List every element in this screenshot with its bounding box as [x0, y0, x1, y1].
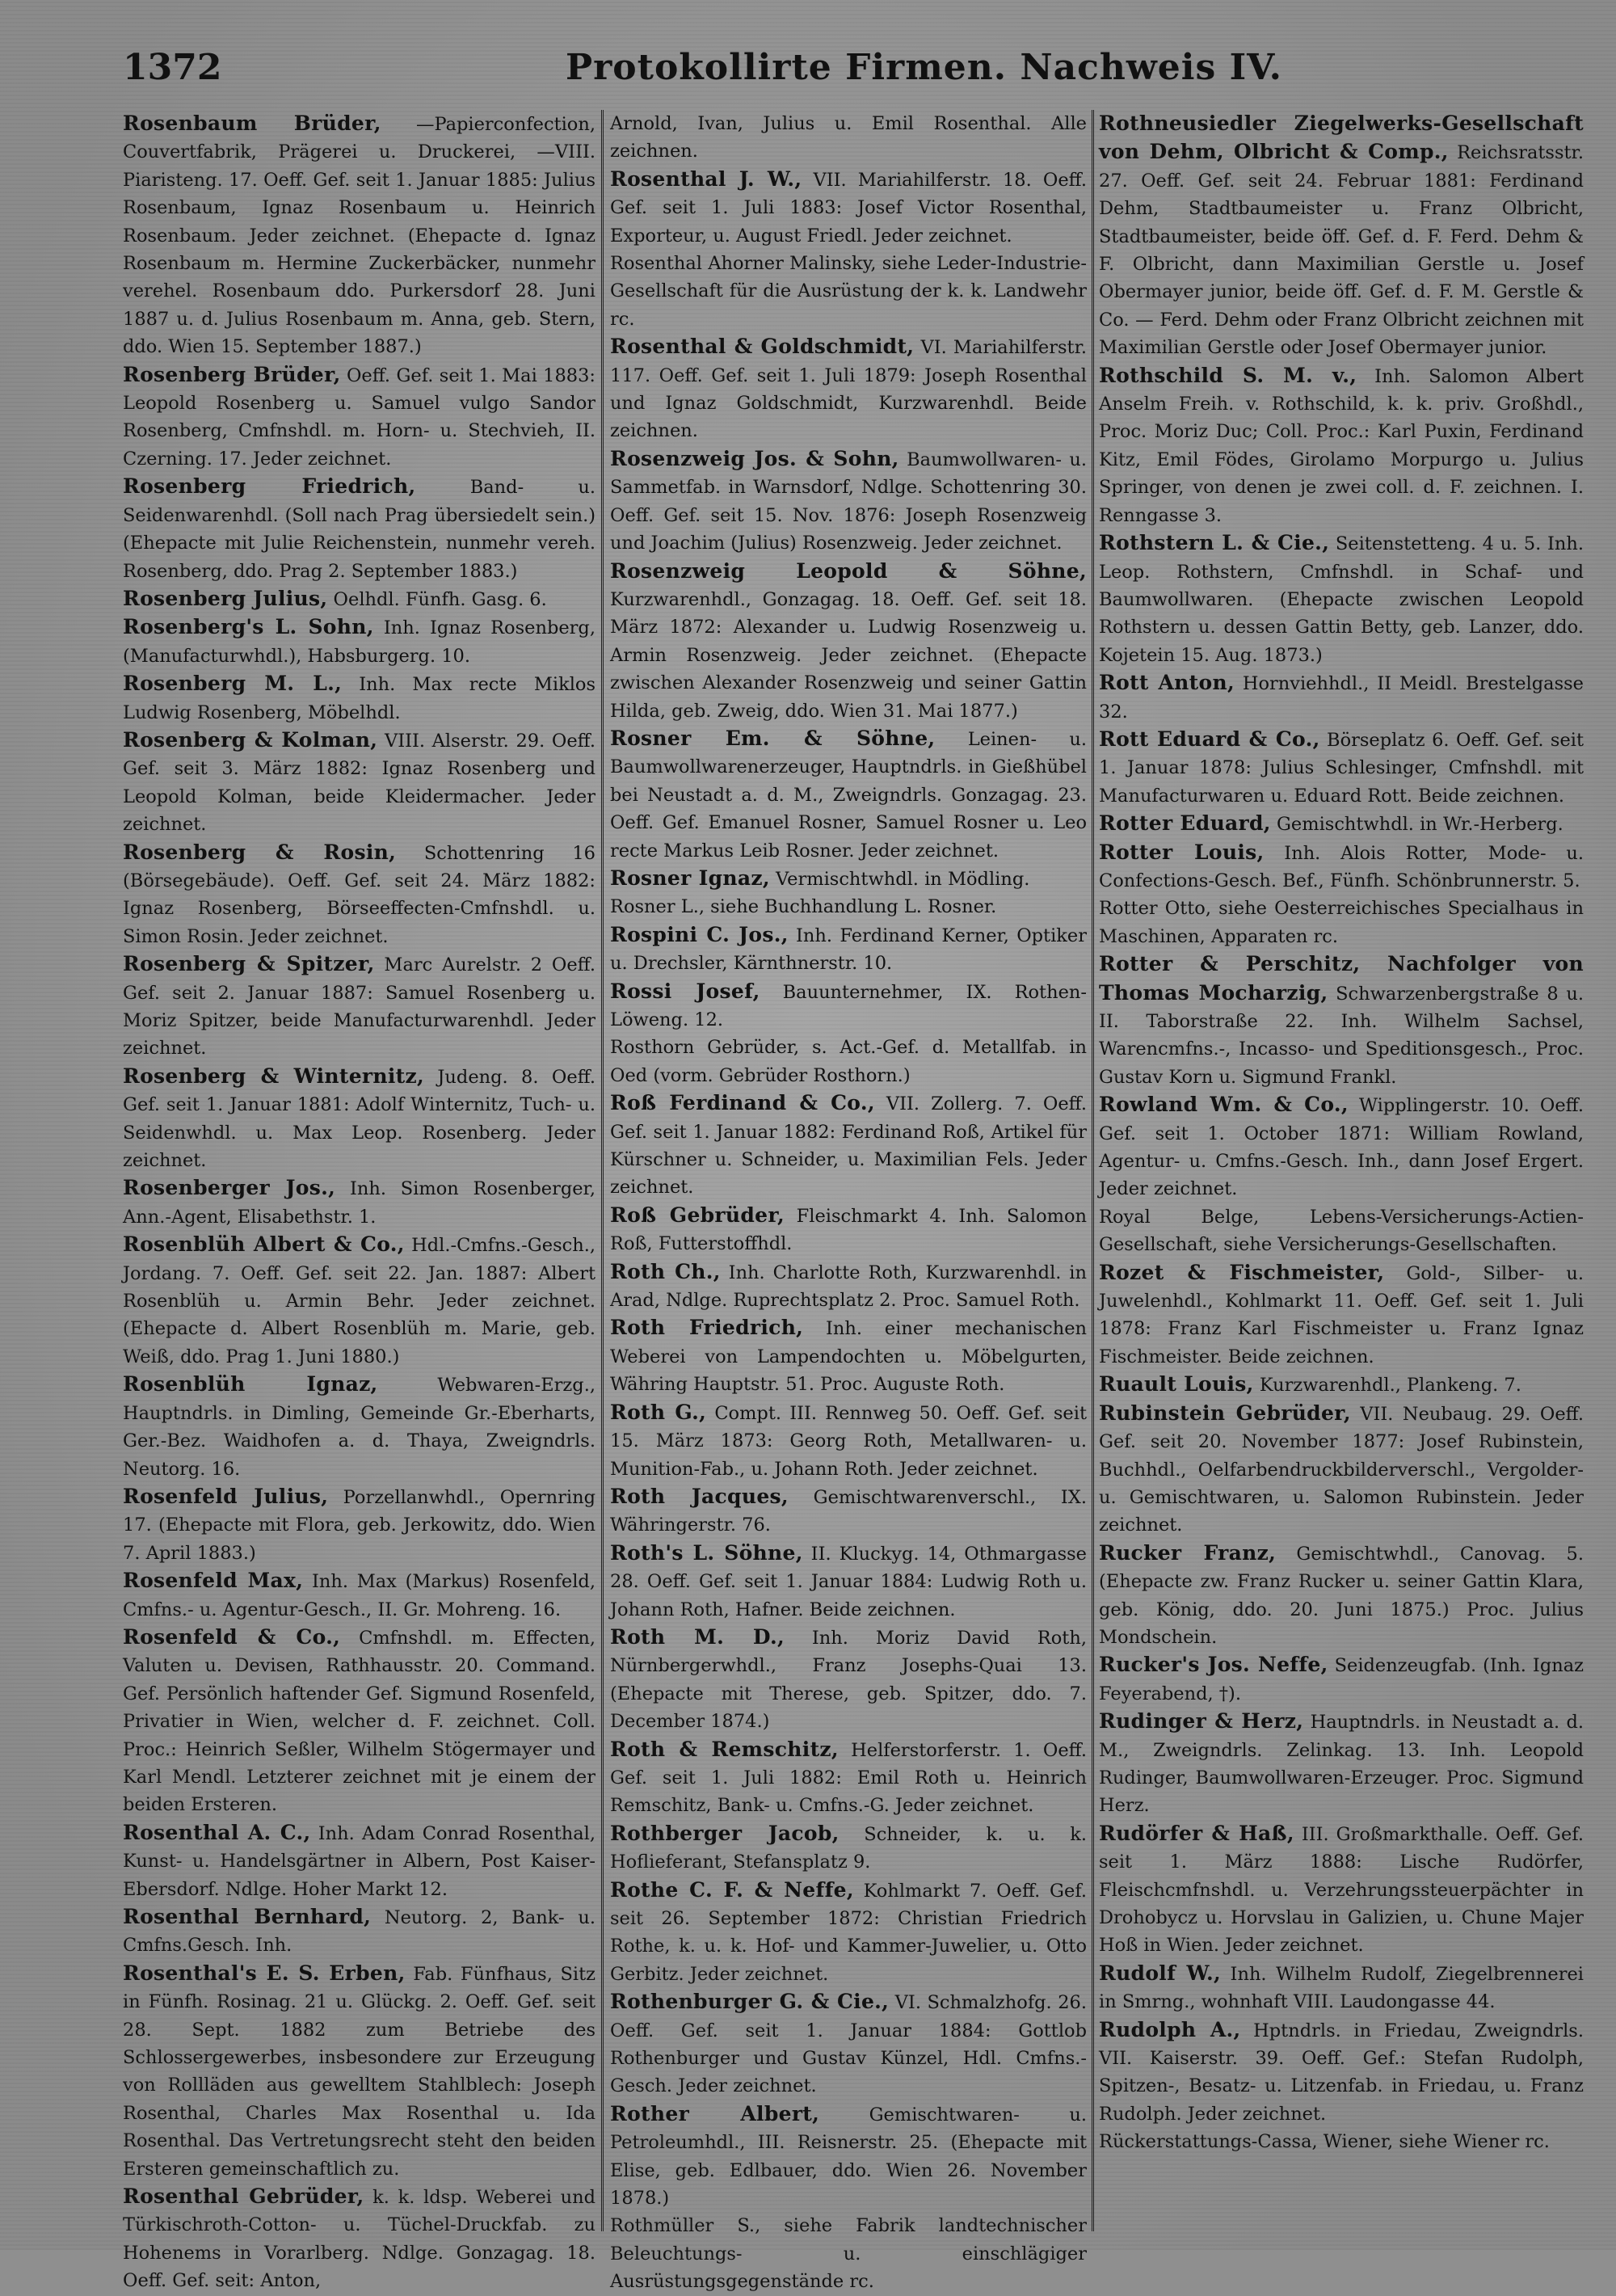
directory-entry — [123, 2183, 595, 2295]
firm-name: Roß Ferdinand & Co., — [610, 1091, 875, 1115]
directory-entry — [610, 1736, 1087, 1820]
directory-entry — [123, 1960, 595, 2183]
firm-name: Rotter Louis, — [1099, 840, 1265, 864]
entry-text: Schwarzenbergstraße 8 u. II. Taborstraße 22. Inh. Wilhelm Sachsel, Warencmfns.-, Incasso- und Speditionsgesch., Proc. Gustav Korn u. Sigmund Frankl. — [1099, 983, 1584, 1088]
entry-text: Gemischtwhdl. in Wr.-Herberg. — [1270, 814, 1563, 836]
firm-name: Roth M. D., — [610, 1624, 785, 1649]
directory-entry — [610, 1624, 1087, 1736]
directory-entry — [1099, 1259, 1584, 1371]
directory-entry — [1099, 1400, 1584, 1540]
page-number: 1372 — [123, 47, 222, 88]
entry-text: Börseplatz 6. Oeff. Gef. seit 1. Januar 1878: Julius Schlesinger, Cmfnshdl. mit Manufacturwaren u. Eduard Rott. Beide zeichnen. — [1099, 729, 1584, 807]
entry-text: Baumwollwaren- u. Sammetfab. in Warnsdorf, Ndlge. Schottenring 30. Oeff. Gef. seit 15. Nov. 1876: Joseph Rosenzweig und Joachim (Julius) Rosenzweig. Jeder zeichnet. — [610, 449, 1087, 554]
directory-entry — [123, 1567, 595, 1624]
directory-entry — [610, 1314, 1087, 1398]
directory-entry — [1099, 529, 1584, 669]
directory-entry — [123, 839, 595, 951]
firm-name: Rosenzweig Jos. & Sohn, — [610, 446, 899, 470]
firm-name: Rott Anton, — [1099, 671, 1235, 695]
entry-text: VI. Mariahilferstr. 117. Oeff. Gef. seit 1. Juli 1879: Joseph Rosenthal und Ignaz Goldschmidt, Kurzwarenhdl. Beide zeichnen. — [610, 337, 1087, 442]
directory-entry — [610, 1089, 1087, 1202]
entry-text: Rosthorn Gebrüder, s. Act.-Gef. d. Metallfab. in Oed (vorm. Gebrüder Rosthorn.) — [610, 1037, 1087, 1086]
entry-text: Porzellanwhdl., Opernring 17. (Ehepacte mit Flora, geb. Jerkowitz, ddo. Wien 7. April 1883.) — [123, 1486, 595, 1564]
running-title: Protokollirte Firmen. Nachweis IV. — [566, 47, 1282, 88]
entry-text: Inh. Salomon Albert Anselm Freih. v. Rothschild, k. k. priv. Großhdl., Proc. Moriz Duc; Coll. Proc.: Karl Puxin, Ferdinand Kitz, Emil Födes, Girolamo Morpurgo u. Julius Springer, von denen je zwei coll. d. F. zeichnen. I. Renngasse 3. — [1099, 365, 1584, 526]
entry-text: Seitenstetteng. 4 u. 5. Inh. Leop. Rothstern, Cmfnshdl. in Schaf- und Baumwollwaren. (Ehepacte zwischen Leopold Rothstern u. dessen Gattin Betty, geb. Lanzer, ddo. Kojetein 15. Aug. 1873.) — [1099, 533, 1584, 666]
directory-entry — [1099, 839, 1584, 895]
directory-entry — [123, 613, 595, 670]
firm-name: Roth Friedrich, — [610, 1316, 804, 1340]
entry-text: III. Großmarkthalle. Oeff. Gef. seit 1. März 1888: Lische Rudörfer, Fleischcmfnshdl. u. Verzehrungssteuerpächter in Drohobycz u. Horvslau in Galizien, u. Chune Majer Hoß in Wien. Jeder zeichnet. — [1099, 1823, 1584, 1957]
entry-text: Gold-, Silber- u. Juwelenhdl., Kohlmarkt 11. Oeff. Gef. seit 1. Juli 1878: Franz Karl Fischmeister u. Franz Ignaz Fischmeister. Beide zeichnen. — [1099, 1262, 1584, 1367]
directory-entry — [123, 361, 595, 474]
entry-text: Cmfnshdl. m. Effecten, Valuten u. Devisen, Rathhausstr. 20. Command. Gef. Persönlich haftender Gef. Sigmund Rosenfeld, Privatier in Wien, welcher d. F. zeichnet. Coll. Proc.: Heinrich Seßler, Wilhelm Stögermayer und Karl Mendl. Letzterer zeichnet mit je einem der beiden Ersteren. — [123, 1627, 595, 1816]
directory-entry — [610, 921, 1087, 978]
firm-name: Rosenberg & Rosin, — [123, 840, 397, 864]
entry-text: II. Kluckyg. 14, Othmargasse 28. Oeff. Gef. seit 1. Januar 1884: Ludwig Roth u. Johann Roth, Hafner. Beide zeichnen. — [610, 1543, 1087, 1620]
directory-entry — [123, 727, 595, 839]
entry-text: Inh. Ferdinand Kerner, Optiker u. Drechsler, Kärnthnerstr. 10. — [610, 925, 1088, 975]
directory-entry — [610, 110, 1087, 166]
directory-entry — [1099, 895, 1584, 950]
directory-entry — [610, 558, 1087, 725]
entry-text: Hdl.-Cmfns.-Gesch., Jordang. 7. Oeff. Gef. seit 22. Jan. 1887: Albert Rosenblüh u. Armin Behr. Jeder zeichnet. (Ehepacte d. Albert Rosenblüh m. Marie, geb. Weiß, ddo. Prag 1. Juni 1880.) — [123, 1235, 596, 1367]
directory-entry — [1099, 1708, 1584, 1820]
directory-entry — [610, 1034, 1087, 1089]
directory-entry — [123, 473, 595, 585]
entry-text: Arnold, Ivan, Julius u. Emil Rosenthal. Alle zeichnen. — [610, 113, 1087, 162]
firm-name: Rosenzweig Leopold & Söhne, — [610, 558, 1087, 583]
column-2 — [610, 110, 1088, 2293]
directory-entry — [610, 725, 1087, 865]
firm-name: Rosenthal's E. S. Erben, — [123, 1961, 406, 1985]
entry-text: Hornviehhdl., II Meidl. Brestelgasse 32. — [1099, 673, 1584, 723]
firm-name: Rothenburger G. & Cie., — [610, 1990, 890, 2014]
firm-name: Rudolph A., — [1099, 2017, 1241, 2041]
firm-name: Rosenberg Julius, — [123, 586, 328, 610]
entry-text: Fleischmarkt 4. Inh. Salomon Roß, Futterstoffhdl. — [610, 1205, 1087, 1255]
directory-entry — [1099, 1091, 1584, 1203]
directory-entry — [610, 893, 1087, 921]
column-3 — [1099, 110, 1584, 2227]
entry-text: VII. Zollerg. 7. Oeff. Gef. seit 1. Januar 1882: Ferdinand Roß, Artikel für Kürschner u. Schneider, u. Maximilian Fels. Jeder zeichnet. — [610, 1093, 1087, 1199]
firm-name: Rosenfeld Julius, — [123, 1484, 329, 1508]
directory-entry — [610, 1877, 1087, 1989]
firm-name: Rosenfeld Max, — [123, 1569, 304, 1593]
entry-text: Seidenzeugfab. (Inh. Ignaz Feyerabend, †). — [1099, 1655, 1584, 1704]
directory-entry — [610, 250, 1087, 333]
directory-entry — [123, 585, 595, 613]
firm-name: Rothberger Jacob, — [610, 1821, 840, 1845]
entry-text: VII. Neubaug. 29. Oeff. Gef. seit 20. November 1877: Josef Rubinstein, Buchhdl., Oelfarbendruckbilderverschl., Vergolder- u. Gemischtwaren, u. Salomon Rubinstein. Jeder zeichnet. — [1099, 1403, 1584, 1536]
directory-entry — [610, 1258, 1087, 1315]
firm-name: Rosenfeld & Co., — [123, 1624, 341, 1649]
firm-name: Rudolf W., — [1099, 1961, 1222, 1985]
firm-name: Rothschild S. M. v., — [1099, 363, 1357, 387]
entry-text: Oeff. Gef. seit 1. Mai 1883: Leopold Rosenberg u. Samuel vulgo Sandor Rosenberg, Cmfnshdl. m. Horn- u. Stechvieh, II. Czerning. 17. Jeder zeichnet. — [123, 364, 595, 470]
entry-text: VII. Mariahilferstr. 18. Oeff. Gef. seit 1. Juli 1883: Josef Victor Rosenthal, Exporteur, u. August Friedl. Jeder zeichnet. — [610, 169, 1087, 246]
directory-entry — [123, 110, 595, 361]
directory-entry — [1099, 1371, 1584, 1399]
entry-text: Hptndrls. in Friedau, Zweigndrls. VII. Kaiserstr. 39. Oeff. Gef.: Stefan Rudolph, Spitzen-, Besatz- u. Litzenfab. in Friedau, u. Franz Rudolph. Jeder zeichnet. — [1099, 2020, 1584, 2125]
entry-text: Inh. Moriz David Roth, Nürnbergerwhdl., Franz Josephs-Quai 13. (Ehepacte mit Therese, geb. Spitzer, ddo. 7. December 1874.) — [610, 1627, 1087, 1733]
firm-name: Roth Ch., — [610, 1259, 721, 1283]
firm-name: Rudörfer & Haß, — [1099, 1821, 1294, 1845]
directory-entry — [1099, 1960, 1584, 2016]
entry-text: Hauptndrls. in Neustadt a. d. M., Zweigndrls. Zelinkag. 13. Inh. Leopold Rudinger, Baumwollwaren-Erzeuger. Proc. Sigmund Herz. — [1099, 1712, 1584, 1817]
firm-name: Ruault Louis, — [1099, 1372, 1254, 1397]
directory-entry — [610, 1540, 1087, 1624]
firm-name: Rosner Ignaz, — [610, 866, 770, 890]
firm-name: Rosenthal Bernhard, — [123, 1905, 372, 1928]
page-header — [0, 47, 1616, 95]
directory-entry — [610, 1483, 1087, 1540]
firm-name: Rosenberg Friedrich, — [123, 474, 416, 499]
entry-text: Inh. einer mechanischen Weberei von Lampendochten u. Möbelgurten, Währing Hauptstr. 51. Proc. Auguste Roth. — [610, 1318, 1088, 1396]
firm-name: Rosenberger Jos., — [123, 1176, 336, 1200]
directory-entry — [1099, 2016, 1584, 2129]
entry-text: Rothmüller S., siehe Fabrik landtechnischer Beleuchtungs- u. einschlägiger Ausrüstungsgegenstände rc. — [610, 2215, 1087, 2293]
firm-name: Rosenberg & Winternitz, — [123, 1064, 425, 1088]
directory-entry — [1099, 362, 1584, 529]
directory-entry — [610, 333, 1087, 445]
directory-entry — [123, 1174, 595, 1231]
firm-name: Rosenberg M. L., — [123, 672, 343, 696]
directory-entry — [1099, 110, 1584, 362]
directory-entry — [610, 1202, 1087, 1258]
directory-entry — [123, 1063, 595, 1175]
entry-text: VI. Schmalzhofg. 26. Oeff. Gef. seit 1. Januar 1884: Gottlob Rothenburger und Gustav Künzel, Hdl. Cmfns.-Gesch. Jeder zeichnet. — [610, 1992, 1087, 2097]
firm-name: Rotter & Perschitz, Nachfolger von Thomas Mocharzig, — [1099, 952, 1584, 1005]
entry-text: k. k. ldsp. Weberei und Türkischroth-Cotton- u. Tüchel-Druckfab. zu Hohenems in Vorarlberg. Ndlge. Gonzagag. 18. Oeff. Gef. seit: Anton, — [123, 2187, 595, 2292]
entry-text: Kohlmarkt 7. Oeff. Gef. seit 26. September 1872: Christian Friedrich Rothe, k. u. k. Hof- und Kammer-Juwelier, u. Otto Gerbitz. Jeder zeichnet. — [610, 1880, 1087, 1985]
entry-text: Inh. Wilhelm Rudolf, Ziegelbrennerei in Smrng., wohnhaft VIII. Laudongasse 44. — [1099, 1963, 1584, 2013]
entry-text: Royal Belge, Lebens-Versicherungs-Actien-Gesellschaft, siehe Versicherungs-Gesellschaften. — [1099, 1206, 1584, 1256]
directory-entry — [123, 670, 595, 727]
entry-text: Webwaren-Erzg., Hauptndrls. in Dimling, Gemeinde Gr.-Eberharts, Ger.-Bez. Waidhofen a. d. Thaya, Zweigndrls. Neutorg. 16. — [123, 1375, 595, 1480]
firm-name: Rosner Em. & Söhne, — [610, 726, 936, 750]
entry-text: —Papierconfection, Couvertfabrik, Prägerei u. Druckerei, —VIII. Piaristeng. 17. Oeff. Gef. seit 1. Januar 1885: Julius Rosenbaum, Ignaz Rosenbaum u. Heinrich Rosenbaum. Jeder zeichnet. (Ehepacte d. Ignaz Rosenbaum m. Hermine Zuckerbäcker, nunmehr verehel. Rosenbaum ddo. Purkersdorf 28. Juni 1887 u. d. Julius Rosenbaum m. Anna, geb. Stern, ddo. Wien 15. September 1887.) — [123, 114, 595, 358]
column-divider-2 — [1092, 110, 1094, 2231]
firm-name: Rosenblüh Albert & Co., — [123, 1232, 405, 1257]
directory-entry — [610, 2212, 1087, 2295]
directory-entry — [1099, 950, 1584, 1091]
firm-name: Rucker's Jos. Neffe, — [1099, 1653, 1328, 1677]
entry-text: Rosenthal Ahorner Malinsky, siehe Leder-Industrie-Gesellschaft für die Ausrüstung der k. k. Landwehr rc. — [610, 253, 1087, 330]
directory-entry — [1099, 669, 1584, 726]
directory-entry — [123, 950, 595, 1063]
entry-text: Leinen- u. Baumwollwarenerzeuger, Hauptndrls. in Gießhübel bei Neustadt a. d. M., Zweigndrls. Gonzagag. 23. Oeff. Gef. Emanuel Rosner, Samuel Rosner u. Leo recte Markus Leib Rosner. Jeder zeichnet. — [610, 728, 1087, 862]
directory-entry — [1099, 1651, 1584, 1708]
directory-entry — [610, 445, 1087, 558]
directory-entry — [610, 1399, 1087, 1483]
firm-name: Rudinger & Herz, — [1099, 1709, 1304, 1734]
entry-text: Inh. Max recte Miklos Ludwig Rosenberg, Möbelhdl. — [123, 674, 595, 723]
entry-text: Wipplingerstr. 10. Oeff. Gef. seit 1. October 1871: William Rowland, Agentur- u. Cmfns.-Gesch. Inh., dann Josef Ergert. Jeder zeichnet. — [1099, 1095, 1584, 1200]
entry-text: Inh. Max (Markus) Rosenfeld, Cmfns.- u. Agentur-Gesch., II. Gr. Mohreng. 16. — [123, 1571, 595, 1620]
directory-entry — [610, 865, 1087, 893]
firm-name: Rosenbaum Brüder, — [123, 112, 381, 135]
firm-name: Rothstern L. & Cie., — [1099, 531, 1330, 555]
firm-name: Rosenberg's L. Sohn, — [123, 615, 374, 639]
entry-text: Gemischtwarenverschl., IX. Währingerstr. 76. — [610, 1486, 1087, 1536]
directory-entry — [123, 1483, 595, 1567]
firm-name: Rosenberg & Kolman, — [123, 727, 378, 752]
entry-text: Kurzwarenhdl., Gonzagag. 18. Oeff. Gef. seit 18. März 1872: Alexander u. Ludwig Rosenzweig u. Armin Rosenzweig. Jeder zeichnet. (Ehepacte zwischen Alexander Rosenzweig und seiner Gattin Hilda, geb. Zweig, ddo. Wien 31. Mai 1877.) — [610, 588, 1087, 722]
column-divider-1 — [601, 110, 604, 2231]
entry-text: Inh. Charlotte Roth, Kurzwarenhdl. in Arad, Ndlge. Ruprechtsplatz 2. Proc. Samuel Roth. — [610, 1262, 1087, 1312]
firm-name: Roß Gebrüder, — [610, 1203, 785, 1227]
entry-text: Rückerstattungs-Cassa, Wiener, siehe Wiener rc. — [1099, 2131, 1550, 2153]
directory-entry — [123, 1903, 595, 1960]
entry-text: Schneider, k. u. k. Hoflieferant, Stefansplatz 9. — [610, 1823, 1087, 1873]
entry-text: Rotter Otto, siehe Oesterreichisches Specialhaus in Maschinen, Apparaten rc. — [1099, 898, 1584, 947]
entry-text: Schottenring 16 (Börsegebäude). Oeff. Gef. seit 24. März 1882: Ignaz Rosenberg, Börseeffecten-Cmfnshdl. u. Simon Rosin. Jeder zeichnet. — [123, 842, 595, 947]
firm-name: Rucker Franz, — [1099, 1540, 1277, 1565]
firm-name: Rubinstein Gebrüder, — [1099, 1401, 1351, 1425]
entry-text: Helferstorferstr. 1. Oeff. Gef. seit 1. Juli 1882: Emil Roth u. Heinrich Remschitz, Bank- u. Cmfns.-G. Jeder zeichnet. — [610, 1739, 1087, 1817]
firm-name: Rothe C. F. & Neffe, — [610, 1877, 854, 1902]
directory-entry — [610, 1988, 1087, 2100]
entry-text: Judeng. 8. Oeff. Gef. seit 1. Januar 1881: Adolf Winternitz, Tuch- u. Seidenwhdl. u. Max Leop. Rosenberg. Jeder zeichnet. — [123, 1066, 595, 1172]
entry-text: Kurzwarenhdl., Plankeng. 7. — [1253, 1375, 1521, 1397]
entry-text: Vermischtwhdl. in Mödling. — [769, 868, 1030, 890]
directory-entry — [1099, 1540, 1584, 1652]
entry-text: Marc Aurelstr. 2 Oeff. Gef. seit 2. Januar 1887: Samuel Rosenberg u. Moriz Spitzer, beide Manufacturwarenhdl. Jeder zeichnet. — [123, 954, 595, 1060]
entry-text: Reichsratsstr. 27. Oeff. Gef. seit 24. Februar 1881: Ferdinand Dehm, Stadtbaumeister u. Franz Olbricht, Stadtbaumeister, beide öff. Gef. d. F. Ferd. Dehm & F. Olbricht, dann Maximilian Gerstle u. Josef Obermayer junior, beide öff. Gef. d. F. M. Gerstle & Co. — Ferd. Dehm oder Franz Olbricht zeichnen mit Maximilian Gerstle oder Josef Obermayer junior. — [1099, 142, 1584, 359]
directory-entry — [123, 1624, 595, 1819]
directory-entry — [1099, 810, 1584, 838]
firm-name: Rosenthal & Goldschmidt, — [610, 335, 915, 359]
directory-entry — [1099, 1820, 1584, 1960]
entry-text: Bauunternehmer, IX. Rothen-Löweng. 12. — [610, 981, 1087, 1030]
firm-name: Rother Albert, — [610, 2101, 820, 2125]
firm-name: Roth G., — [610, 1400, 707, 1424]
directory-entry — [610, 2100, 1087, 2213]
firm-name: Roth & Remschitz, — [610, 1737, 839, 1761]
entry-text: Gemischtwhdl., Canovag. 5. (Ehepacte zw. Franz Rucker u. seiner Gattin Klara, geb. König, ddo. 20. Juni 1875.) Proc. Julius Mondschein. — [1099, 1543, 1584, 1648]
directory-entry — [123, 1231, 595, 1371]
firm-name: Rothneusiedler Ziegelwerks-Gesellschaft von Dehm, Olbricht & Comp., — [1099, 112, 1584, 164]
firm-name: Rozet & Fischmeister, — [1099, 1260, 1385, 1284]
entry-text: Neutorg. 2, Bank- u. Cmfns.Gesch. Inh. — [123, 1907, 595, 1957]
firm-name: Roth Jacques, — [610, 1484, 789, 1508]
entry-text: Oelhdl. Fünfh. Gasg. 6. — [327, 588, 547, 610]
directory-entry — [610, 1820, 1087, 1877]
entry-text: Band- u. Seidenwarenhdl. (Soll nach Prag übersiedelt sein.) (Ehepacte mit Julie Reichenstein, nunmehr vereh. Rosenberg, ddo. Prag 2. September 1883.) — [123, 477, 595, 582]
firm-name: Rosenberg Brüder, — [123, 362, 341, 386]
firm-name: Rowland Wm. & Co., — [1099, 1093, 1349, 1117]
firm-name: Roth's L. Söhne, — [610, 1540, 803, 1565]
directory-entry — [1099, 1203, 1584, 1259]
entry-text: Gemischtwaren- u. Petroleumhdl., III. Reisnerstr. 25. (Ehepacte mit Elise, geb. Edlbauer, ddo. Wien 26. November 1878.) — [610, 2104, 1087, 2210]
directory-entry — [123, 1371, 595, 1483]
entry-text: Compt. III. Rennweg 50. Oeff. Gef. seit 15. März 1873: Georg Roth, Metallwaren- u. Munition-Fab., u. Johann Roth. Jeder zeichnet. — [610, 1402, 1087, 1480]
firm-name: Rott Eduard & Co., — [1099, 727, 1320, 751]
firm-name: Rosenthal J. W., — [610, 166, 802, 191]
firm-name: Rospini C. Jos., — [610, 922, 789, 946]
directory-entry — [123, 1819, 595, 1903]
entry-text: Inh. Alois Rotter, Mode- u. Confections-Gesch. Bef., Fünfh. Schönbrunnerstr. 5. — [1099, 842, 1584, 891]
directory-entry — [610, 978, 1087, 1034]
directory-entry — [1099, 2128, 1584, 2155]
firm-name: Rosenthal A. C., — [123, 1820, 311, 1844]
directory-entry — [610, 166, 1087, 250]
entry-text: Inh. Ignaz Rosenberg, (Manufacturwhdl.), Habsburgerg. 10. — [123, 617, 595, 667]
entry-text: Inh. Simon Rosenberger, Ann.-Agent, Elisabethstr. 1. — [123, 1178, 595, 1228]
firm-name: Rossi Josef, — [610, 979, 760, 1003]
column-1 — [123, 110, 596, 2292]
directory-entry — [1099, 726, 1584, 810]
firm-name: Rotter Eduard, — [1099, 811, 1271, 836]
entry-text: VIII. Alserstr. 29. Oeff. Gef. seit 3. März 1882: Ignaz Rosenberg und Leopold Kolman, beide Kleidermacher. Jeder zeichnet. — [123, 730, 595, 836]
entry-text: Rosner L., siehe Buchhandlung L. Rosner. — [610, 896, 997, 918]
entry-text: Inh. Adam Conrad Rosenthal, Kunst- u. Handelsgärtner in Albern, Post Kaiser-Ebersdorf. Ndlge. Hoher Markt 12. — [123, 1822, 595, 1900]
firm-name: Rosenblüh Ignaz, — [123, 1372, 378, 1397]
firm-name: Rosenthal Gebrüder, — [123, 2184, 364, 2209]
firm-name: Rosenberg & Spitzer, — [123, 952, 375, 976]
entry-text: Fab. Fünfhaus, Sitz in Fünfh. Rosinag. 21 u. Glückg. 2. Oeff. Gef. seit 28. Sept. 1882 zum Betriebe des Schlossergewerbes, insbesondere zur Erzeugung von Rollläden aus gewelltem Stahlblech: Joseph Rosenthal, Charles Max Rosenthal u. Ida Rosenthal. Das Vertretungsrecht steht den beiden Ersteren gemeinschaftlich zu. — [123, 1963, 595, 2180]
